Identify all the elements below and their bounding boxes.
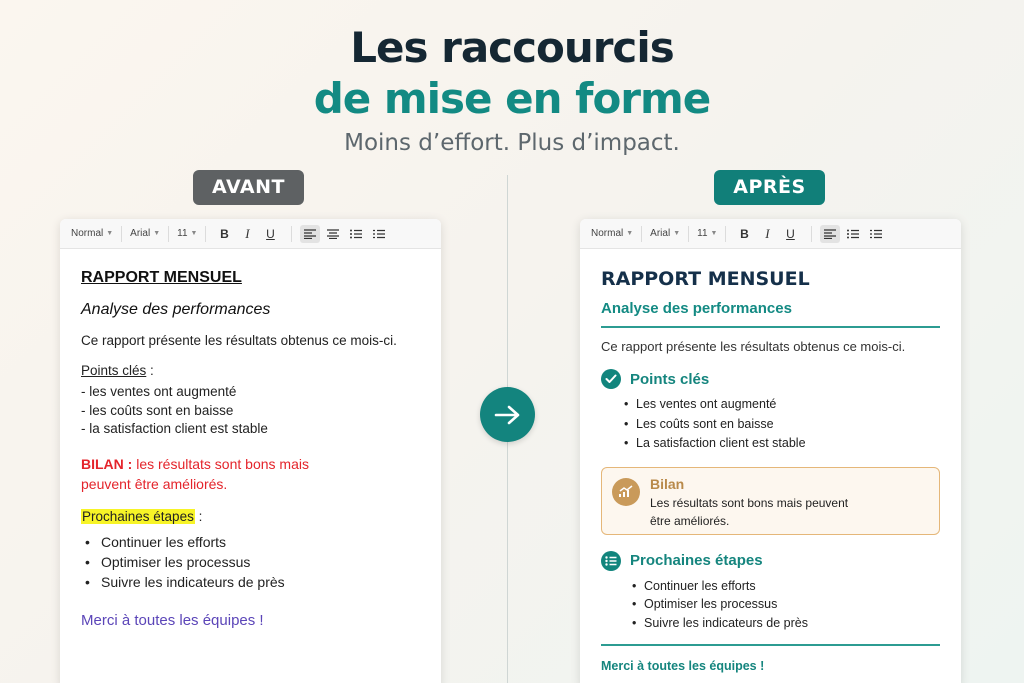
- editor-toolbar: [60, 219, 441, 249]
- list-item: • Continuer les efforts: [81, 532, 420, 552]
- after-subtitle: Analyse des performances: [601, 300, 792, 317]
- section-rule: [601, 644, 940, 646]
- align-left-icon[interactable]: [300, 225, 320, 243]
- page-title-line1: Les raccourcis: [350, 23, 674, 72]
- before-next-label: [81, 509, 420, 524]
- toolbar-separator: [811, 226, 812, 242]
- arrow-right-icon: [480, 387, 535, 442]
- toolbar-separator: [291, 226, 292, 242]
- check-circle-icon: [601, 369, 621, 389]
- list-item: - la satisfaction client est stable: [81, 421, 268, 436]
- chart-growth-icon: [612, 478, 640, 506]
- after-title: RAPPORT MENSUEL: [601, 268, 810, 290]
- align-left-icon[interactable]: [820, 225, 840, 243]
- chevron-down-icon: ▼: [153, 230, 161, 237]
- list-item: • La satisfaction client est stable: [601, 434, 940, 454]
- italic-button[interactable]: I: [245, 225, 250, 241]
- after-intro: Ce rapport présente les résultats obtenus ce mois-ci.: [601, 339, 906, 354]
- after-points-list: [601, 395, 940, 454]
- style-select[interactable]: [71, 228, 113, 239]
- before-points-label-text: Points clés: [81, 363, 147, 378]
- size-select-label: 11: [697, 228, 708, 239]
- toolbar-separator: [725, 226, 726, 242]
- before-badge: AVANT: [193, 170, 304, 205]
- list-circle-icon: [601, 551, 621, 571]
- list-item: • Les coûts sont en baisse: [601, 415, 940, 435]
- before-points-label: [81, 363, 420, 378]
- before-next-label-colon: :: [194, 508, 203, 524]
- size-select-label: 11: [177, 228, 188, 239]
- after-bilan-callout: [601, 467, 940, 535]
- list-item: • Les ventes ont augmenté: [601, 395, 940, 415]
- before-subtitle: Analyse des performances: [81, 301, 271, 318]
- header: [0, 22, 1024, 156]
- after-thanks: Merci à toutes les équipes !: [601, 659, 765, 673]
- after-document-body: [580, 249, 961, 683]
- list-item: - les coûts sont en baisse: [81, 402, 234, 418]
- italic-button[interactable]: I: [765, 225, 770, 241]
- page-title-line2: de mise en forme: [313, 74, 711, 123]
- numbered-list-icon[interactable]: [866, 225, 886, 243]
- before-intro: Ce rapport présente les résultats obtenus ce mois-ci.: [81, 333, 397, 348]
- section-rule: [601, 326, 940, 328]
- bold-button[interactable]: B: [220, 226, 229, 241]
- after-next-heading: [601, 551, 940, 571]
- list-item: • Suivre les indicateurs de près: [601, 614, 940, 633]
- after-bilan-text: Les résultats sont bons mais peuvent être améliorés.: [650, 495, 849, 528]
- after-points-heading: [601, 369, 940, 389]
- style-select-label: Normal: [591, 228, 624, 239]
- list-item: - les ventes ont augmenté: [81, 384, 237, 399]
- after-bilan-title: Bilan: [650, 475, 685, 492]
- chevron-down-icon: ▼: [710, 230, 718, 237]
- font-select-label: Arial: [130, 228, 151, 239]
- size-select[interactable]: [697, 228, 717, 239]
- after-next-list: [601, 577, 940, 633]
- before-bilan-label: BILAN :: [81, 455, 133, 472]
- font-select[interactable]: [650, 228, 680, 239]
- before-bilan: [81, 454, 341, 494]
- chevron-down-icon: ▼: [190, 230, 198, 237]
- editor-toolbar: [580, 219, 961, 249]
- before-title: RAPPORT MENSUEL: [81, 269, 242, 286]
- align-center-icon[interactable]: [323, 225, 343, 243]
- toolbar-separator: [205, 226, 206, 242]
- style-select[interactable]: [591, 228, 633, 239]
- before-document-body: [60, 249, 441, 647]
- after-points-title: Points clés: [630, 370, 710, 388]
- list-item: • Suivre les indicateurs de près: [81, 572, 420, 592]
- toolbar-separator: [121, 226, 122, 242]
- list-item: • Optimiser les processus: [601, 595, 940, 614]
- numbered-list-icon[interactable]: [369, 225, 389, 243]
- toolbar-separator: [168, 226, 169, 242]
- size-select[interactable]: [177, 228, 197, 239]
- font-select-label: Arial: [650, 228, 671, 239]
- before-points-list: [81, 383, 420, 439]
- before-bilan-text: les résultats sont bons mais peuvent être améliorés.: [81, 455, 309, 492]
- font-select[interactable]: [130, 228, 160, 239]
- before-thanks: Merci à toutes les équipes !: [81, 611, 264, 629]
- underline-button[interactable]: U: [786, 226, 795, 241]
- underline-button[interactable]: U: [266, 226, 275, 241]
- before-document: [60, 219, 441, 683]
- toolbar-separator: [688, 226, 689, 242]
- chevron-down-icon: ▼: [106, 230, 114, 237]
- before-next-list: [81, 532, 420, 592]
- bold-button[interactable]: B: [740, 226, 749, 241]
- after-document: [580, 219, 961, 683]
- style-select-label: Normal: [71, 228, 104, 239]
- chevron-down-icon: ▼: [673, 230, 681, 237]
- after-bilan-content: [650, 476, 870, 526]
- list-item: • Continuer les efforts: [601, 577, 940, 596]
- bulleted-list-icon[interactable]: [843, 225, 863, 243]
- bulleted-list-icon[interactable]: [346, 225, 366, 243]
- toolbar-separator: [641, 226, 642, 242]
- page-subtitle: Moins d’effort. Plus d’impact.: [344, 130, 680, 156]
- list-item: • Optimiser les processus: [81, 552, 420, 572]
- chevron-down-icon: ▼: [626, 230, 634, 237]
- before-next-label-text: Prochaines étapes: [82, 508, 194, 524]
- after-badge: APRÈS: [714, 170, 825, 205]
- after-next-title: Prochaines étapes: [630, 552, 763, 569]
- before-points-label-colon: :: [146, 363, 154, 378]
